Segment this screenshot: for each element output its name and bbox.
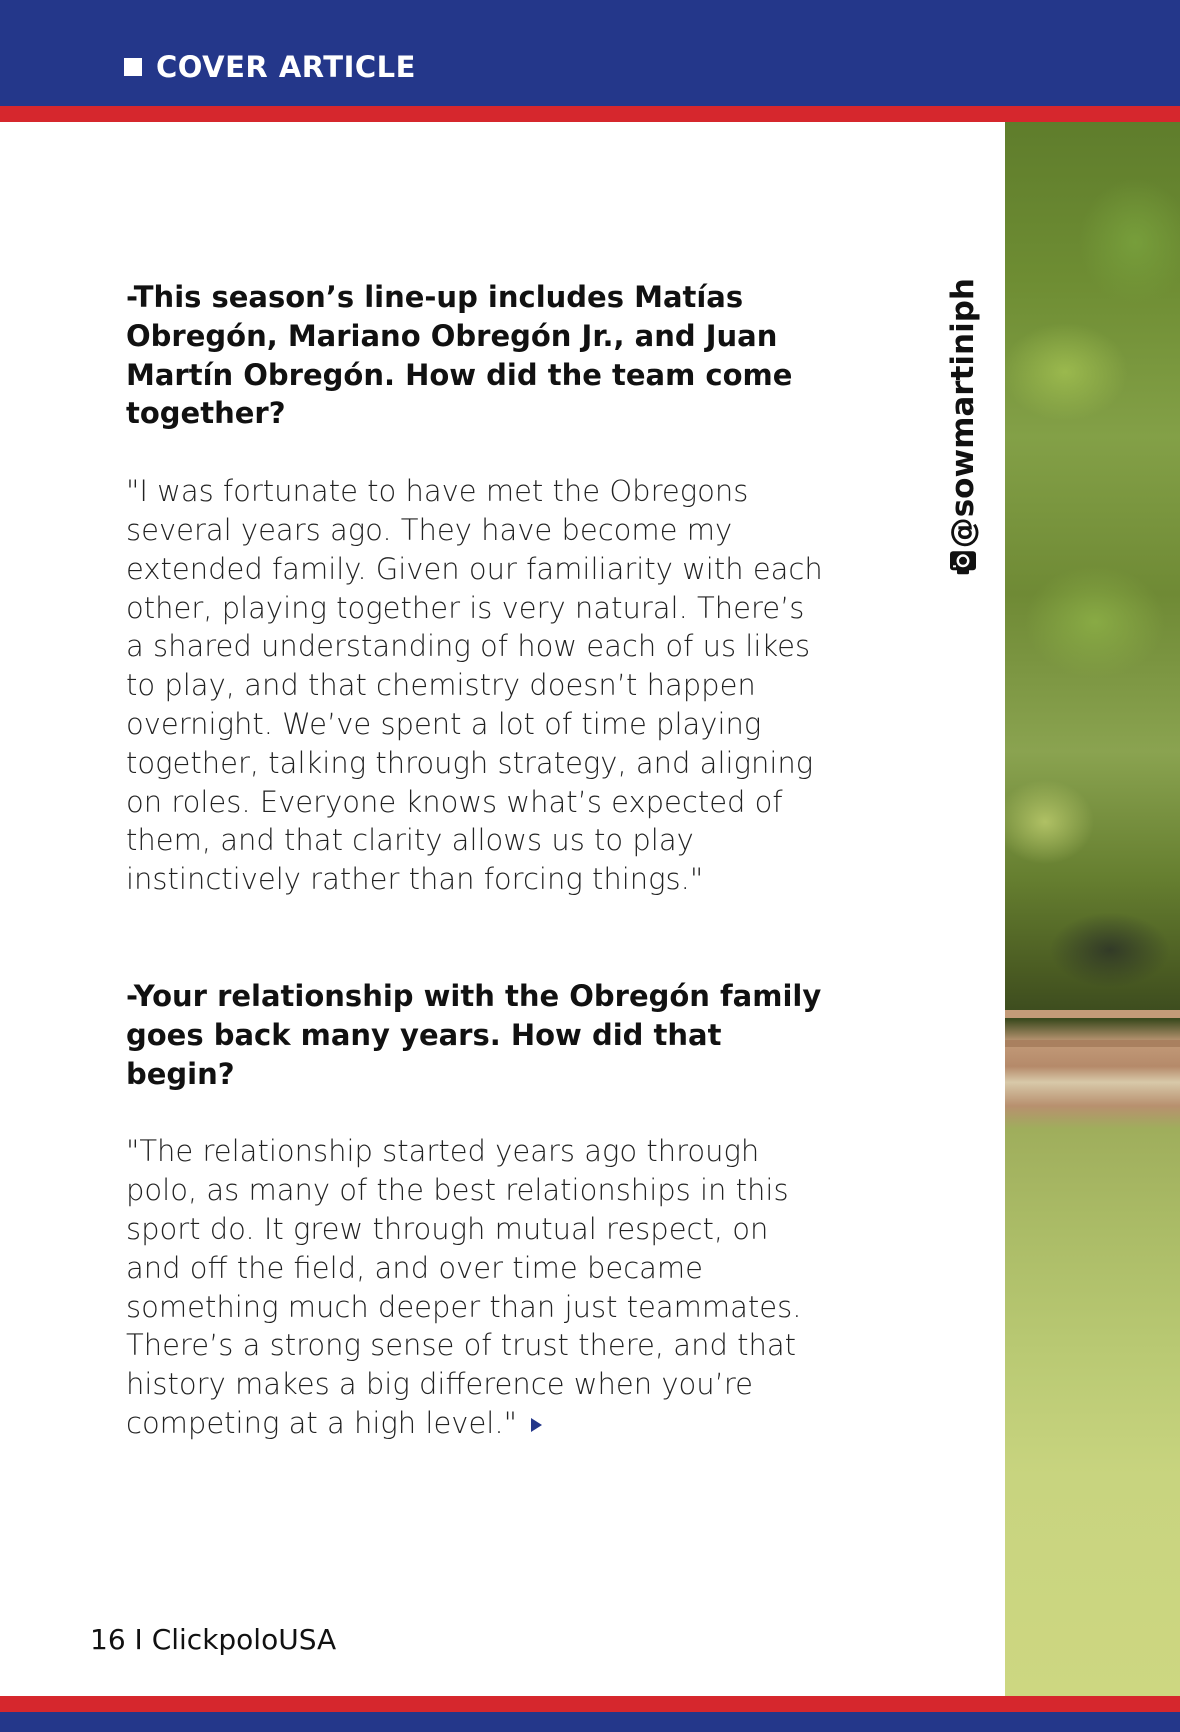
- interview-question: -Your relationship with the Obregón family goes back many years. How did that begin?: [126, 978, 822, 1091]
- footer-bar: [0, 1712, 1180, 1732]
- square-bullet-icon: [124, 58, 142, 76]
- header-stripe: [0, 106, 1180, 122]
- interview-answer: "I was fortunate to have met the Obregons several years ago. They have become my extended family. Given our familiarity with each other, playing together is very natural. There’s a shared understanding of how each of us likes to play, and that chemistry doesn’t happen overnight. We’ve spent a lot of time playing together, talking through strategy, and aligning on roles. Everyone knows what’s expected of them, and that clarity allows us to play instinctively rather than forcing things.": [126, 474, 823, 897]
- footer-stripe: [0, 1696, 1180, 1712]
- interview-answer: [126, 1132, 826, 1442]
- interview-question: -This season’s line-up includes Matías Obregón, Mariano Obregón Jr., and Juan Martín Obregón. How did the team come together?: [126, 280, 793, 431]
- page-folio: 16 I ClickpoloUSA: [90, 1623, 337, 1656]
- interview-answer-text: "The relationship started years ago through polo, as many of the best relationships in this sport do. It grew through mutual respect, on and off the field, and over time became something much deeper than just teammates. There’s a strong sense of trust there, and that history makes a big difference when you’re competing at a high level.": [126, 1134, 802, 1440]
- article-body: [126, 278, 826, 1443]
- section-label-text: COVER ARTICLE: [156, 50, 416, 84]
- arrow-right-icon: [531, 1418, 542, 1432]
- photo-credit: [945, 278, 981, 586]
- photo-fence-rail: [1005, 1040, 1180, 1047]
- photo-tent-shadow: [1010, 890, 1180, 1000]
- section-label: [124, 50, 416, 84]
- photo-credit-text: @sowmartiniph: [945, 278, 981, 549]
- camera-icon: [948, 548, 978, 578]
- photo-fence: [1005, 1010, 1180, 1018]
